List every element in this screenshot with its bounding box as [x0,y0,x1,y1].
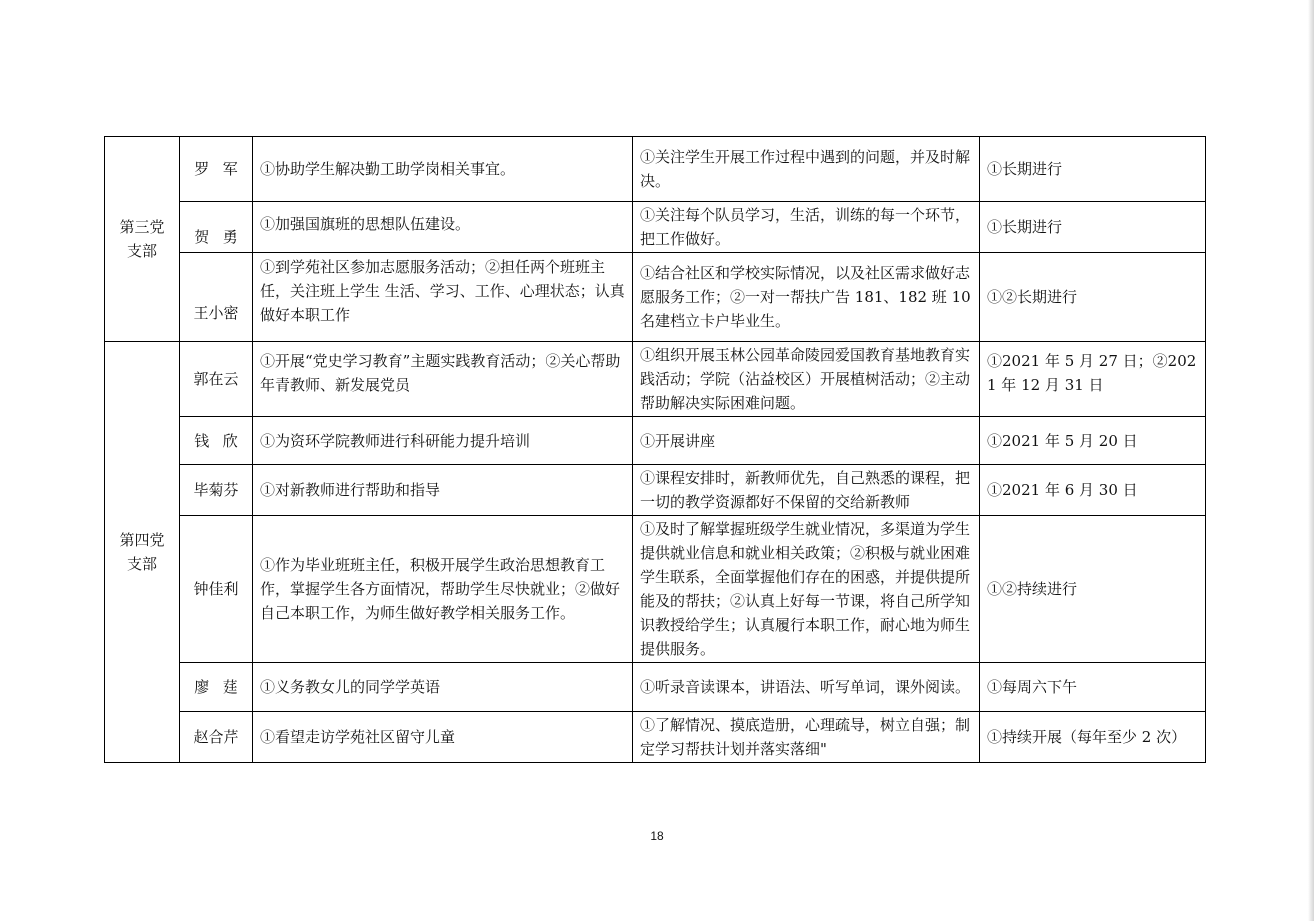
member-name: 贺勇 [194,228,252,246]
measures-cell: ①听录音读课本，讲语法、听写单词，课外阅读。 [633,663,980,712]
member-name: 廖莛 [194,678,252,696]
deadline-cell: ①②长期进行 [980,253,1206,342]
member-name: 毕菊芬 [193,481,239,499]
table-row [105,516,1206,663]
member-name-cell [180,342,253,417]
member-name-cell [180,712,253,763]
commitment-table [104,136,1206,763]
member-name: 王小密 [193,304,239,322]
measures-cell: ①课程安排时，新教师优先，自己熟悉的课程，把一切的教学资源都好不保留的交给新教师 [633,465,980,516]
member-name: 罗军 [194,160,252,178]
deadline-cell: ①2021 年 5 月 20 日 [980,417,1206,465]
branch-cell: 第四党 支部 [105,342,180,763]
table-row [105,663,1206,712]
table-row [105,137,1206,202]
table-row [105,202,1206,253]
deadline-cell: ①长期进行 [980,137,1206,202]
commitment-cell: ①协助学生解决勤工助学岗相关事宜。 [253,137,633,202]
commitment-cell: ①看望走访学苑社区留守儿童 [253,712,633,763]
commitment-cell: ①作为毕业班班主任，积极开展学生政治思想教育工作，掌握学生各方面情况，帮助学生尽快就业；②做好自己本职工作，为师生做好教学相关服务工作。 [253,516,633,663]
table-row [105,253,1206,342]
page-number: 18 [650,829,664,843]
deadline-cell: ①长期进行 [980,202,1206,253]
commitment-cell: ①开展“党史学习教育”主题实践教育活动；②关心帮助年青教师、新发展党员 [253,342,633,417]
commitment-cell: ①义务教女儿的同学学英语 [253,663,633,712]
member-name-cell [180,253,253,342]
measures-cell: ①了解情况、摸底造册，心理疏导，树立自强；制定学习帮扶计划并落实落细" [633,712,980,763]
commitment-cell: ①加强国旗班的思想队伍建设。 [253,202,633,253]
member-name: 郭在云 [193,370,239,388]
table-row [105,712,1206,763]
member-name-cell [180,516,253,663]
deadline-cell: ①每周六下午 [980,663,1206,712]
member-name-cell [180,465,253,516]
deadline-cell: ①持续开展（每年至少 2 次） [980,712,1206,763]
deadline-cell: ①②持续进行 [980,516,1206,663]
member-name: 钟佳利 [193,580,239,598]
deadline-cell: ①2021 年 5 月 27 日；②2021 年 12 月 31 日 [980,342,1206,417]
member-name-cell [180,663,253,712]
page-edge-shadow [1308,0,1314,921]
member-name-cell [180,137,253,202]
member-name-cell [180,202,253,253]
measures-cell: ①开展讲座 [633,417,980,465]
member-name: 钱欣 [194,431,252,450]
deadline-cell: ①2021 年 6 月 30 日 [980,465,1206,516]
member-name-cell [180,417,253,465]
table-row [105,417,1206,465]
measures-cell: ①关注每个队员学习，生活，训练的每一个环节，把工作做好。 [633,202,980,253]
commitment-cell: ①为资环学院教师进行科研能力提升培训 [253,417,633,465]
table-row [105,342,1206,417]
measures-cell: ①结合社区和学校实际情况，以及社区需求做好志愿服务工作；②一对一帮扶广告 181、182 班 10 名建档立卡户毕业生。 [633,253,980,342]
commitment-cell: ①对新教师进行帮助和指导 [253,465,633,516]
member-name: 赵合芹 [193,728,239,746]
commitment-cell: ①到学苑社区参加志愿服务活动；②担任两个班班主任，关注班上学生 生活、学习、工作、心理状态；认真做好本职工作 [253,253,633,342]
measures-cell: ①关注学生开展工作过程中遇到的问题，并及时解决。 [633,137,980,202]
table-row [105,465,1206,516]
measures-cell: ①组织开展玉林公园革命陵园爱国教育基地教育实践活动；学院（沾益校区）开展植树活动；②主动帮助解决实际困难问题。 [633,342,980,417]
measures-cell: ①及时了解掌握班级学生就业情况，多渠道为学生提供就业信息和就业相关政策；②积极与就业困难学生联系，全面掌握他们存在的困惑，并提供提所能及的帮扶；②认真上好每一节课，将自己所学知识教授给学生；认真履行本职工作，耐心地为师生提供服务。 [633,516,980,663]
branch-cell: 第三党 支部 [105,137,180,342]
